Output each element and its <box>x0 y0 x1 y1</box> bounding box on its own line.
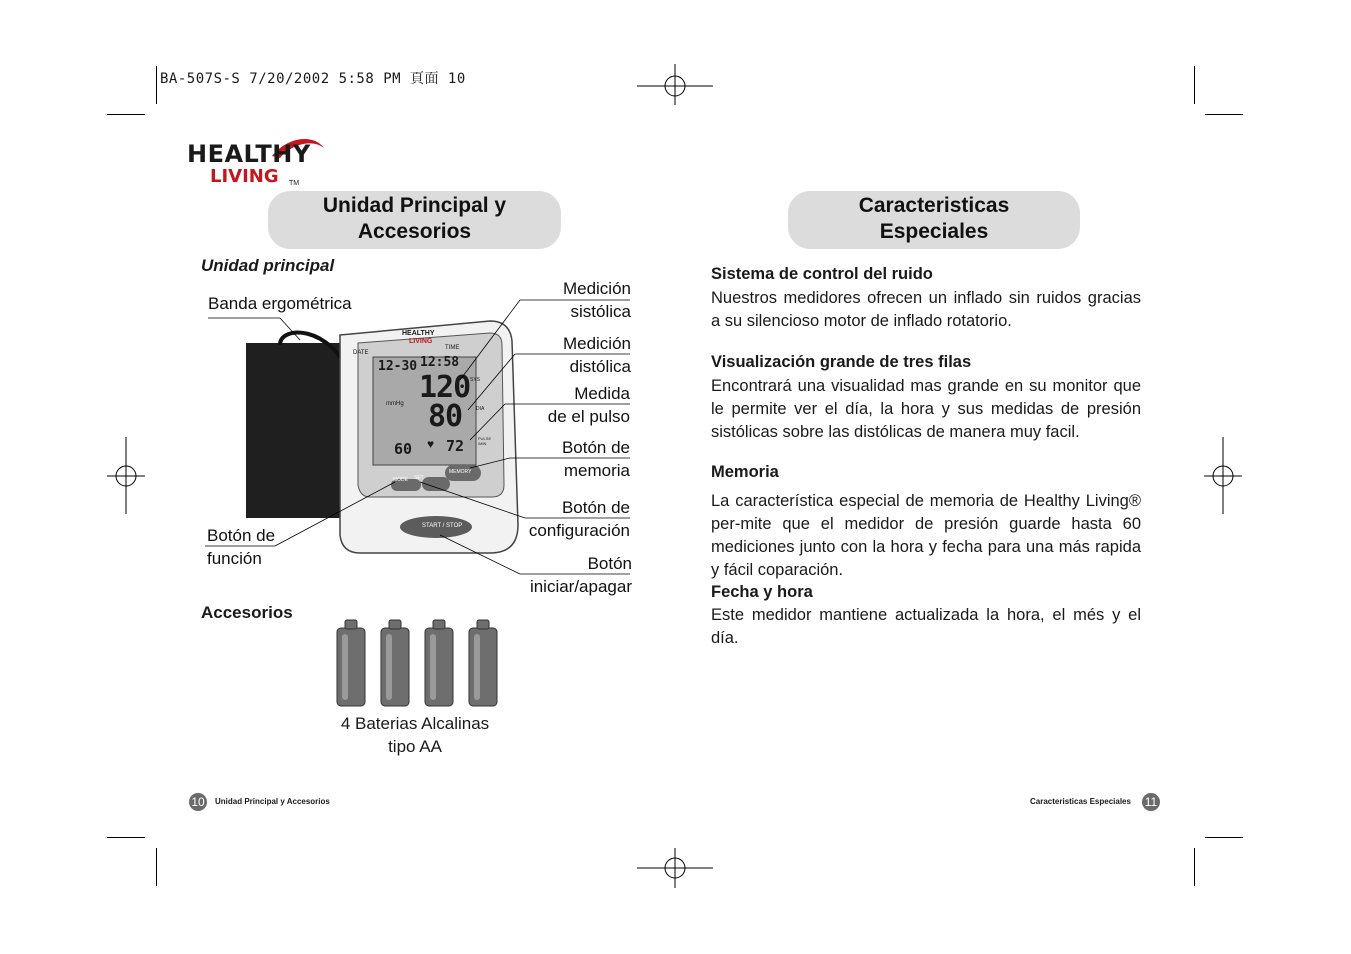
lcd-dia-label: DIA <box>476 406 485 412</box>
logo-text-living: LIVING <box>210 166 279 187</box>
lcd-time: 12:58 <box>420 355 460 370</box>
lcd-systolic: 120 <box>419 370 471 405</box>
feature-title-datetime: Fecha y hora <box>711 583 813 601</box>
callout-startstop-line2: iniciar/apagar <box>529 577 632 596</box>
callout-systolic-line1: Medición <box>562 279 631 298</box>
logo-text-healthy: HEALTHY <box>187 140 311 168</box>
callout-function-line1: Botón de <box>207 526 276 545</box>
callout-systolic-line2: sistólica <box>570 302 631 321</box>
callout-diastolic <box>520 332 631 378</box>
battery-caption-line2: tipo AA <box>388 737 442 756</box>
callout-function-line2: función <box>207 549 262 568</box>
main-unit-heading: Unidad principal <box>201 256 335 275</box>
feature-title-display: Visualización grande de tres filas <box>711 353 972 371</box>
feature-body-display: Encontrará una visualidad mas grande en su monitor que le permite ver el día, la hora y sus medidas de presión sistólicas sobre las distólicas de manera muy facil. <box>711 377 1141 441</box>
lcd-pulse: 72 <box>446 437 465 455</box>
callout-setup-button <box>500 496 630 542</box>
callout-diastolic-line2: distólica <box>569 357 631 376</box>
callout-pulse-line1: Medida <box>574 384 630 403</box>
feature-body-memory: La característica especial de memoria de Healthy Living® per-mite que el medidor de presión guarde hasta 60 mediciones junto con la hora y fecha para una más rapida y fácil coparación. <box>711 492 1141 579</box>
lcd-memory-number: 60 <box>394 440 413 458</box>
accessories-heading: Accesorios <box>201 603 293 622</box>
left-title-line1: Unidad Principal y <box>322 194 507 217</box>
heart-icon: ♥ <box>427 437 435 451</box>
callout-systolic <box>520 277 631 323</box>
print-header: BA-507S-S 7/20/2002 5:58 PM 頁面 10 <box>160 71 466 87</box>
footer-left: Unidad Principal y Accesorios <box>215 797 330 806</box>
callout-startstop-line1: Botón <box>587 554 632 573</box>
lcd-diastolic: 80 <box>428 399 463 434</box>
device-brand-healthy: HEALTHY <box>402 330 435 337</box>
battery-icon <box>381 628 409 706</box>
device-memory-button: MEMORY <box>449 469 472 475</box>
logo-trademark: TM <box>289 180 300 187</box>
device-set-button: SET <box>414 475 424 481</box>
feature-body-noise: Nuestros medidores ofrecen un inflado sin ruidos gracias a su silencioso motor de inflado rotatorio. <box>711 289 1141 330</box>
callout-start-stop-button <box>500 552 632 598</box>
lcd-pulse-label: PULSE /MIN <box>478 436 492 446</box>
callout-memory-line2: memoria <box>563 461 630 480</box>
callout-setup-line2: configuración <box>528 521 630 540</box>
callout-function-button <box>207 524 275 570</box>
callout-memory-button <box>520 436 630 482</box>
left-title-line2: Accesorios <box>357 220 472 243</box>
right-title-line2: Especiales <box>879 220 989 243</box>
page-number-left: 10 <box>189 793 207 811</box>
feature-title-memory: Memoria <box>711 463 779 481</box>
right-page-title <box>788 191 1080 249</box>
device-date-label: DATE <box>353 350 369 356</box>
callout-diastolic-line1: Medición <box>562 334 631 353</box>
device-time-label: TIME <box>445 345 460 351</box>
feature-body-datetime: Este medidor mantiene actualizada la hora, el més y el día. <box>711 606 1141 647</box>
callout-setup-line1: Botón de <box>561 498 630 517</box>
battery-icon <box>337 628 365 706</box>
battery-icon <box>469 628 497 706</box>
callout-pulse <box>500 382 630 428</box>
device-brand-living: LIVING <box>409 338 433 345</box>
battery-caption-line1: 4 Baterias Alcalinas <box>340 714 490 733</box>
lcd-date: 12-30 <box>378 359 418 374</box>
feature-title-noise: Sistema de control del ruido <box>711 265 933 283</box>
device-start-stop-button: START / STOP <box>422 523 463 529</box>
lcd-sys-label: SYS <box>470 377 481 383</box>
callout-pulse-line2: de el pulso <box>547 407 630 426</box>
lcd-unit: mmHg <box>386 401 404 407</box>
battery-caption <box>320 712 510 758</box>
battery-icon <box>425 628 453 706</box>
aa-batteries-illustration <box>332 618 502 710</box>
page-number-right: 11 <box>1142 793 1160 811</box>
right-title-line1: Caracteristicas <box>858 194 1010 217</box>
callout-cuff: Banda ergométrica <box>208 294 352 313</box>
device-mode-button: MODE <box>393 477 408 483</box>
callout-memory-line1: Botón de <box>561 438 630 457</box>
footer-right: Caracteristicas Especiales <box>1030 797 1131 806</box>
